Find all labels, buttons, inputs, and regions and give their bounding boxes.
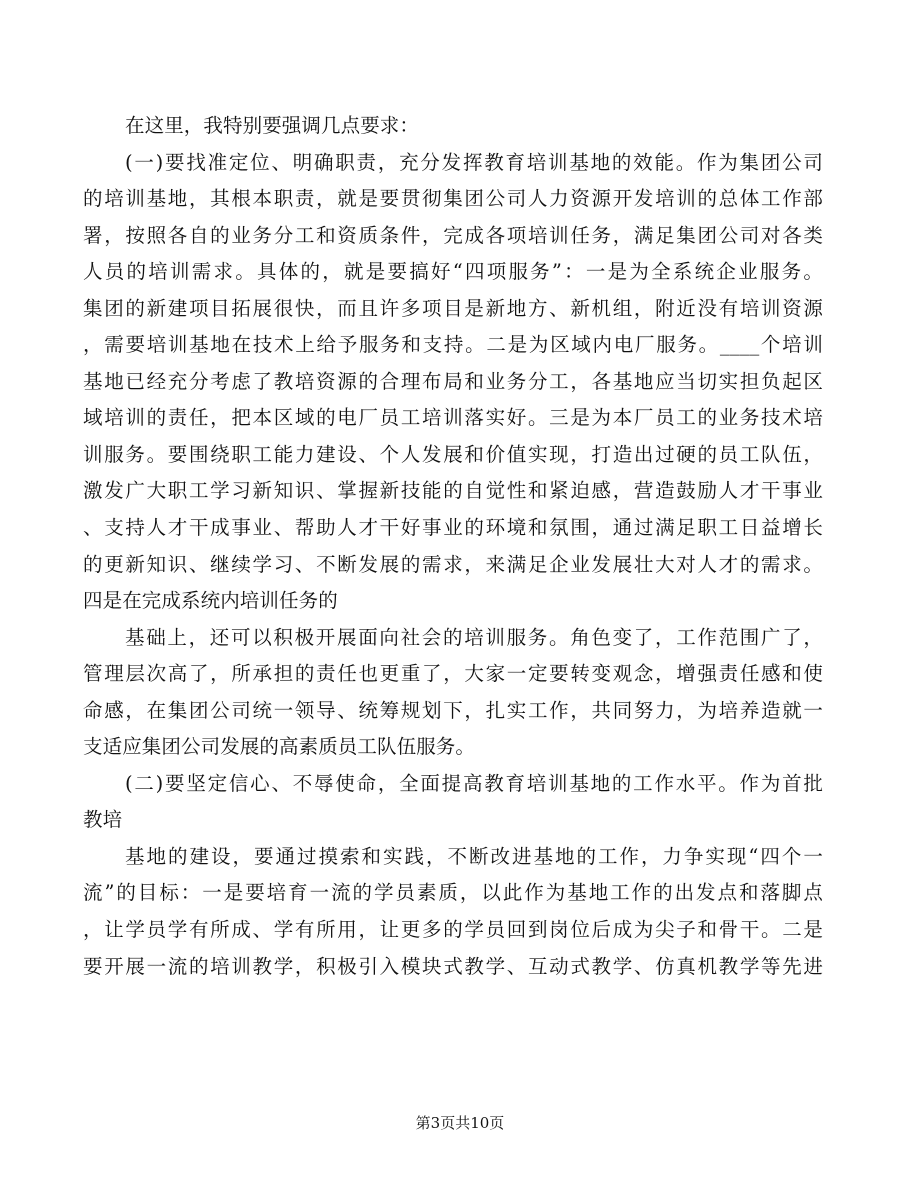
paragraph-line: 署，按照各自的业务分工和资质条件，完成各项培训任务，满足集团公司对各类 [83, 223, 823, 247]
paragraph-line: 的培训基地，其根本职责，就是要贯彻集团公司人力资源开发培训的总体工作部 [83, 187, 823, 211]
paragraph-line: 教培 [83, 808, 123, 832]
paragraph-line: ，需要培训基地在技术上给予服务和支持。二是为区域内电厂服务。____个培训 [83, 333, 823, 357]
paragraph-line: 流”的目标：一是要培育一流的学员素质，以此作为基地工作的出发点和落脚点 [83, 881, 823, 905]
paragraph-line: (二)要坚定信心、不辱使命，全面提高教育培训基地的工作水平。作为首批 [125, 771, 823, 795]
paragraph-line: 命感，在集团公司统一领导、统筹规划下，扎实工作，共同努力，为培养造就一 [83, 698, 823, 722]
paragraph-line: 训服务。要围绕职工能力建设、个人发展和价值实现，打造出过硬的员工队伍， [83, 442, 823, 466]
paragraph-line: 、支持人才干成事业、帮助人才干好事业的环境和氛围，通过满足职工日益增长 [83, 516, 823, 540]
paragraph-line: 集团的新建项目拓展很快，而且许多项目是新地方、新机组，附近没有培训资源 [83, 296, 823, 320]
paragraph-line: 要开展一流的培训教学，积极引入模块式教学、互动式教学、仿真机教学等先进 [83, 954, 823, 978]
paragraph-line: 支适应集团公司发展的高素质员工队伍服务。 [83, 735, 476, 759]
paragraph-line: 基地的建设，要通过摸索和实践，不断改进基地的工作，力争实现“四个一 [125, 844, 823, 868]
paragraph-line: 的更新知识、继续学习、不断发展的需求，来满足企业发展壮大对人才的需求。 [83, 552, 823, 576]
paragraph-line: (一)要找准定位、明确职责，充分发挥教育培训基地的效能。作为集团公司 [125, 150, 823, 174]
paragraph-line: 管理层次高了，所承担的责任也更重了，大家一定要转变观念，增强责任感和使 [83, 662, 823, 686]
document-body [83, 108, 823, 985]
paragraph-line: 激发广大职工学习新知识、掌握新技能的自觉性和紧迫感，营造鼓励人才干事业 [83, 479, 823, 503]
paragraph-line: 基地已经充分考虑了教培资源的合理布局和业务分工，各基地应当切实担负起区 [83, 369, 823, 393]
page-number: 第3页共10页 [415, 1114, 505, 1132]
paragraph-line: 域培训的责任，把本区域的电厂员工培训落实好。三是为本厂员工的业务技术培 [83, 406, 823, 430]
paragraph-line: 四是在完成系统内培训任务的 [83, 589, 338, 613]
paragraph-line: 人员的培训需求。具体的，就是要搞好“四项服务”：一是为全系统企业服务。 [83, 260, 823, 284]
paragraph-line: 在这里，我特别要强调几点要求： [125, 114, 420, 137]
paragraph-line: ，让学员学有所成、学有所用，让更多的学员回到岗位后成为尖子和骨干。二是 [83, 918, 823, 942]
paragraph-line: 基础上，还可以积极开展面向社会的培训服务。角色变了，工作范围广了， [125, 625, 823, 649]
